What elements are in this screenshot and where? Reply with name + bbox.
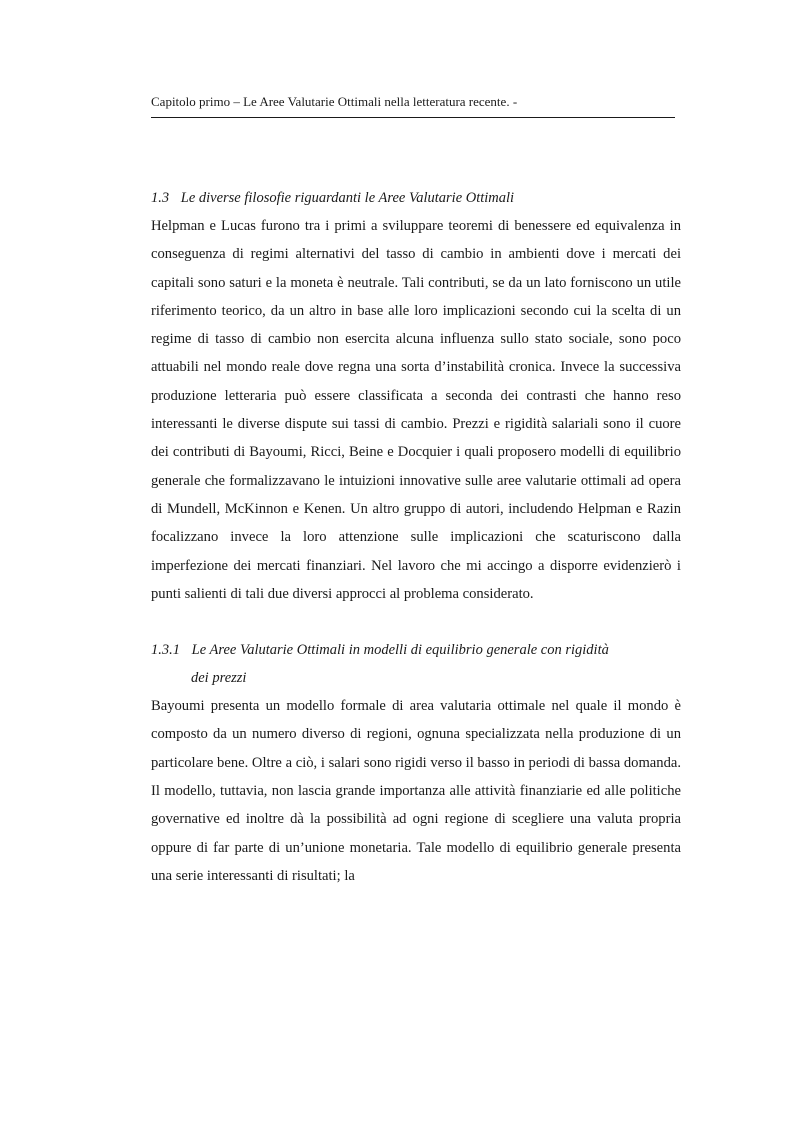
page-body: [151, 184, 681, 890]
section-title: Le diverse filosofie riguardanti le Aree Valutarie Ottimali: [180, 190, 515, 206]
subsection-paragraph: Bayoumi presenta un modello formale di area valutaria ottimale nel quale il mondo è composto da un numero diverso di regioni, ognuna specializzata nella produzione di un particolare bene. Oltre a ciò, i salari sono rigidi verso il basso in periodi di bassa domanda. Il modello, tuttavia, non lascia grande importanza alle attività finanziarie ed alle politiche governative ed inoltre dà la possibilità ad ogni regione di scegliere una valuta propria oppure di far parte di un’unione monetaria. Tale modello di equilibrio generale presenta una serie interessanti di risultati; la: [151, 698, 681, 884]
running-header: Capitolo primo – Le Aree Valutarie Ottimali nella letteratura recente. -: [151, 94, 518, 109]
section-number: 1.3: [151, 190, 170, 206]
subsection-heading-line1: [151, 636, 681, 664]
subsection-number: 1.3.1: [151, 642, 180, 659]
subsection-heading: [151, 636, 681, 692]
subsection-title-part2: dei prezzi: [191, 670, 247, 687]
header-rule: [151, 117, 675, 118]
subsection-title-part1: Le Aree Valutarie Ottimali in modelli di equilibrio generale con rigidità: [191, 642, 609, 659]
section-heading: [151, 184, 681, 212]
section-paragraph: Helpman e Lucas furono tra i primi a sviluppare teoremi di benessere ed equivalenza in conseguenza di regimi alternativi del tasso di cambio in ambienti dove i mercati dei capitali sono saturi e la moneta è neutrale. Tali contributi, se da un lato forniscono un utile riferimento teorico, da un altro in base alle loro implicazioni secondo cui la scelta di un regime di tasso di cambio non esercita alcuna influenza sullo stato sociale, sono poco attuabili nel mondo reale dove regna una sorta d’instabilità cronica. Invece la successiva produzione letteraria può essere classificata a seconda dei contrasti che hanno reso interessanti le diverse dispute sui tassi di cambio. Prezzi e rigidità salariali sono il cuore dei contributi di Bayoumi, Ricci, Beine e Docquier i quali proposero modelli di equilibrio generale che formalizzavano le intuizioni innovative sulle aree valutarie ottimali ad opera di Mundell, McKinnon e Kenen. Un altro gruppo di autori, includendo Helpman e Razin focalizzano invece la loro attenzione sulle implicazioni che scaturiscono dalla imperfezione dei mercati finanziari. Nel lavoro che mi accingo a disporre evidenzierò i punti salienti di tali due diversi approcci al problema considerato.: [151, 218, 681, 602]
